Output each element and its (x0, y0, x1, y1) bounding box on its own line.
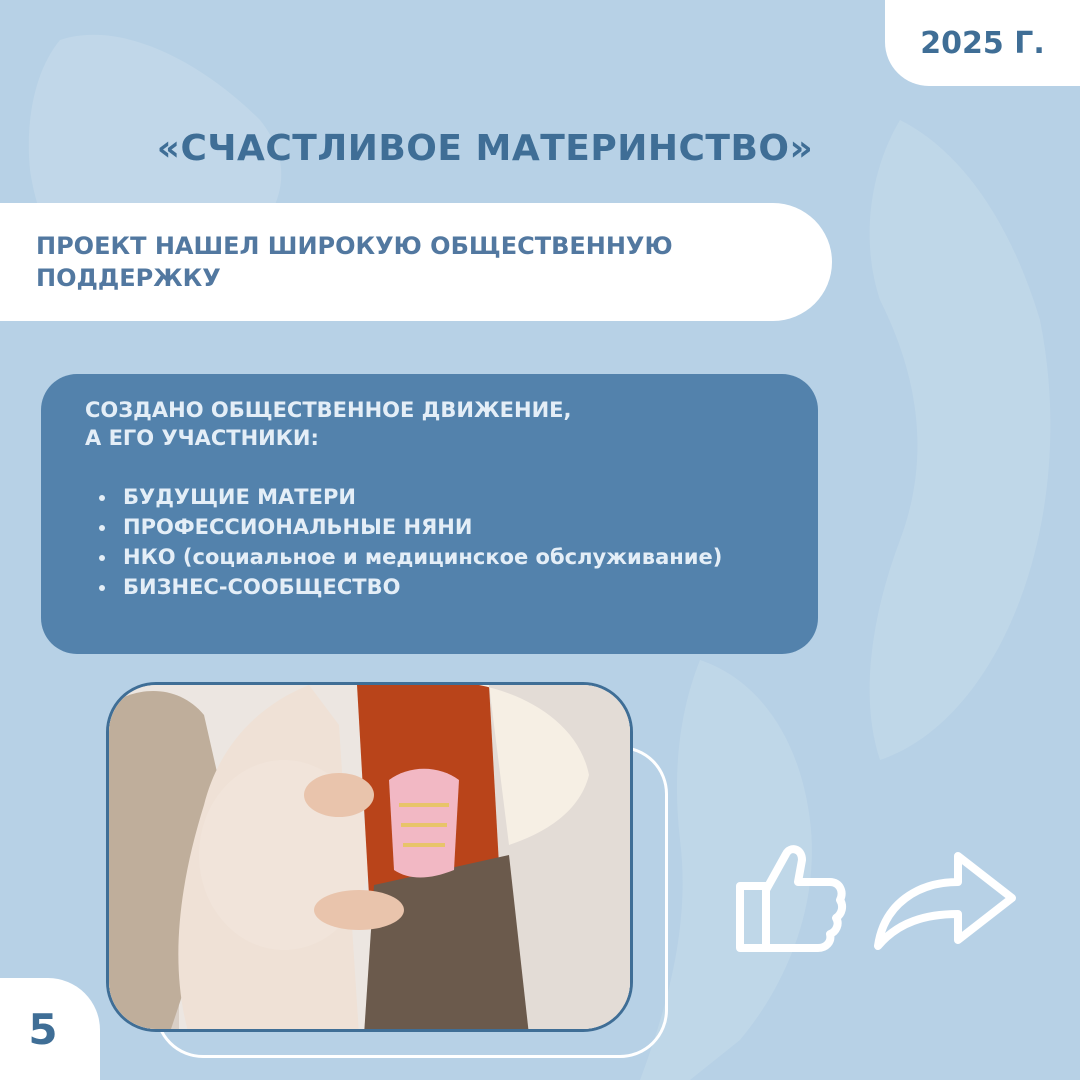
bullet-icon (99, 585, 105, 591)
list-item-label: ПРОФЕССИОНАЛЬНЫЕ НЯНИ (123, 515, 473, 539)
bullet-icon (99, 555, 105, 561)
pregnancy-photo (106, 682, 633, 1032)
share-arrow-icon[interactable] (872, 848, 1018, 952)
participants-card (41, 374, 818, 654)
bullet-icon (99, 525, 105, 531)
card-intro-line-2: А ЕГО УЧАСТНИКИ: (85, 426, 319, 450)
page-number: 5 (28, 1004, 58, 1054)
subtitle-text: ПРОЕКТ НАШЕЛ ШИРОКУЮ ОБЩЕСТВЕННУЮ ПОДДЕРЖКУ (36, 232, 673, 292)
participants-list (85, 482, 785, 602)
thumbs-up-icon[interactable] (730, 838, 848, 956)
bullet-icon (99, 495, 105, 501)
list-item (85, 512, 785, 542)
list-item (85, 542, 785, 572)
list-item (85, 482, 785, 512)
list-item-label: БИЗНЕС-СООБЩЕСТВО (123, 575, 401, 599)
year-badge (885, 0, 1080, 86)
card-intro-line-1: СОЗДАНО ОБЩЕСТВЕННОЕ ДВИЖЕНИЕ, (85, 398, 572, 422)
list-item-label: БУДУЩИЕ МАТЕРИ (123, 485, 356, 509)
page-number-badge (0, 978, 100, 1080)
subtitle-banner (0, 203, 832, 321)
page-title: «СЧАСТЛИВОЕ МАТЕРИНСТВО» (156, 128, 814, 169)
year-label: 2025 Г. (920, 25, 1045, 61)
photo-illustration (109, 685, 633, 1032)
list-item-label: НКО (социальное и медицинское обслуживание) (123, 545, 723, 569)
card-intro (85, 396, 785, 452)
list-item (85, 572, 785, 602)
